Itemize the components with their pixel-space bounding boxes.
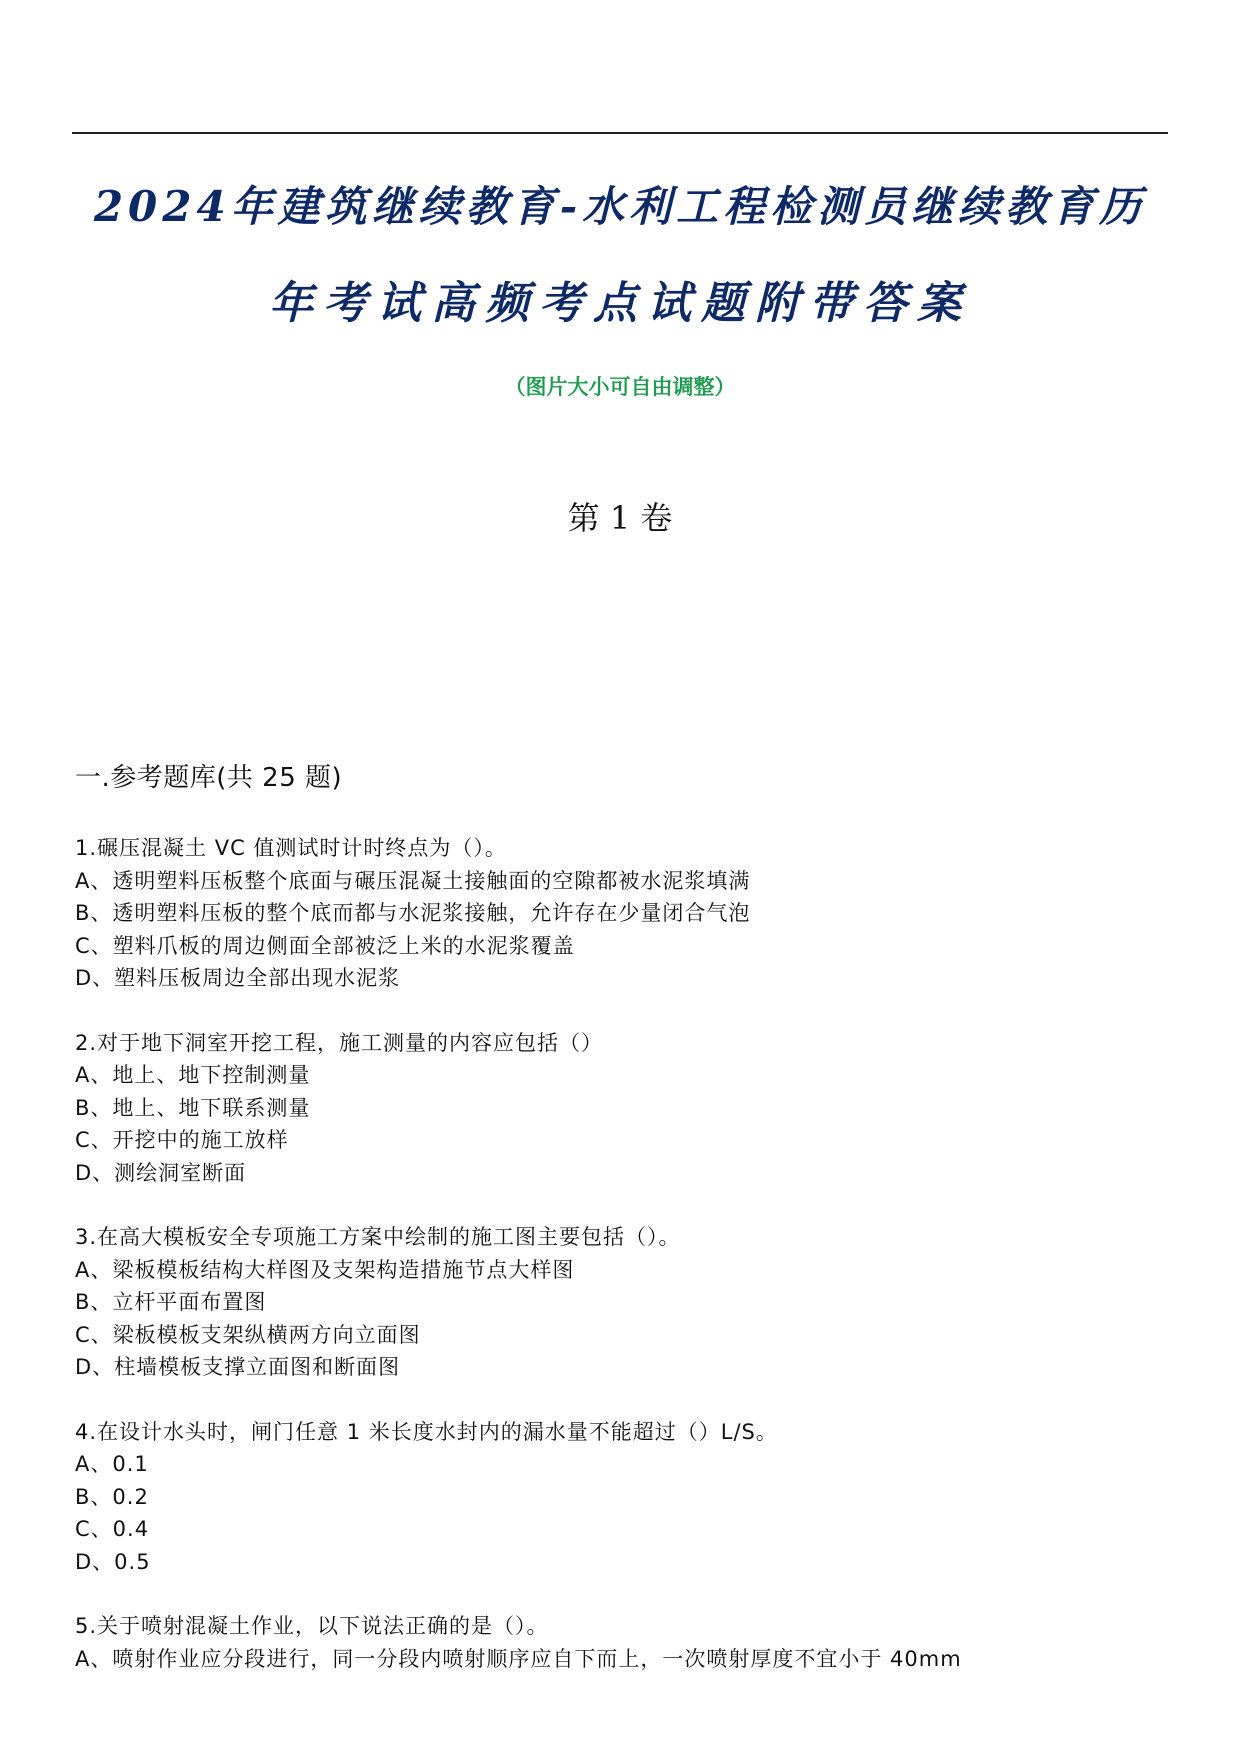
question-2 bbox=[75, 1027, 1175, 1190]
header-rule bbox=[72, 132, 1168, 134]
document-title-line-2: 年考试高频考点试题附带答案 bbox=[269, 278, 971, 329]
document-title-line-1: 2024年建筑继续教育-水利工程检测员继续教育历 bbox=[93, 182, 1147, 231]
option-d: D、测绘洞室断面 bbox=[75, 1160, 247, 1185]
question-3 bbox=[75, 1221, 1175, 1384]
volume-label: 第 1 卷 bbox=[567, 499, 673, 537]
option-c: C、开挖中的施工放样 bbox=[75, 1128, 289, 1152]
question-stem: 5.关于喷射混凝土作业，以下说法正确的是（）。 bbox=[75, 1614, 549, 1638]
option-b: B、0.2 bbox=[75, 1484, 149, 1509]
option-d: D、塑料压板周边全部出现水泥浆 bbox=[75, 966, 401, 990]
question-5 bbox=[75, 1610, 1175, 1675]
option-d: D、0.5 bbox=[75, 1549, 151, 1574]
question-stem: 1.碾压混凝土 VC 值测试时计时终点为（）。 bbox=[75, 836, 507, 860]
option-a: A、0.1 bbox=[75, 1452, 149, 1476]
question-4 bbox=[75, 1416, 1175, 1579]
option-c: C、0.4 bbox=[75, 1517, 150, 1541]
question-1 bbox=[75, 832, 1175, 995]
option-c: C、梁板模板支架纵横两方向立面图 bbox=[75, 1322, 421, 1347]
option-b: B、立杆平面布置图 bbox=[75, 1290, 267, 1314]
option-a: A、透明塑料压板整个底面与碾压混凝土接触面的空隙都被水泥浆填满 bbox=[75, 868, 751, 893]
option-a: A、梁板模板结构大样图及支架构造措施节点大样图 bbox=[75, 1257, 575, 1282]
option-a: A、喷射作业应分段进行，同一分段内喷射顺序应自下而上，一次喷射厚度不宜小于 40mm bbox=[75, 1646, 962, 1671]
option-c: C、塑料爪板的周边侧面全部被泛上米的水泥浆覆盖 bbox=[75, 933, 575, 958]
question-stem: 3.在高大模板安全专项施工方案中绘制的施工图主要包括（）。 bbox=[75, 1225, 681, 1249]
image-resize-note: （图片大小可自由调整） bbox=[504, 375, 736, 399]
question-stem: 2.对于地下洞室开挖工程，施工测量的内容应包括（） bbox=[75, 1030, 604, 1055]
option-b: B、透明塑料压板的整个底而都与水泥浆接触，允许存在少量闭合气泡 bbox=[75, 901, 751, 925]
option-d: D、柱墙模板支撑立面图和断面图 bbox=[75, 1355, 401, 1379]
option-a: A、地上、地下控制测量 bbox=[75, 1063, 311, 1087]
section-heading: 一.参考题库(共 25 题) bbox=[75, 763, 343, 793]
option-b: B、地上、地下联系测量 bbox=[75, 1095, 311, 1120]
question-bank bbox=[75, 760, 1175, 1707]
question-stem: 4.在设计水头时，闸门任意 1 米长度水封内的漏水量不能超过（）L/S。 bbox=[75, 1419, 778, 1444]
